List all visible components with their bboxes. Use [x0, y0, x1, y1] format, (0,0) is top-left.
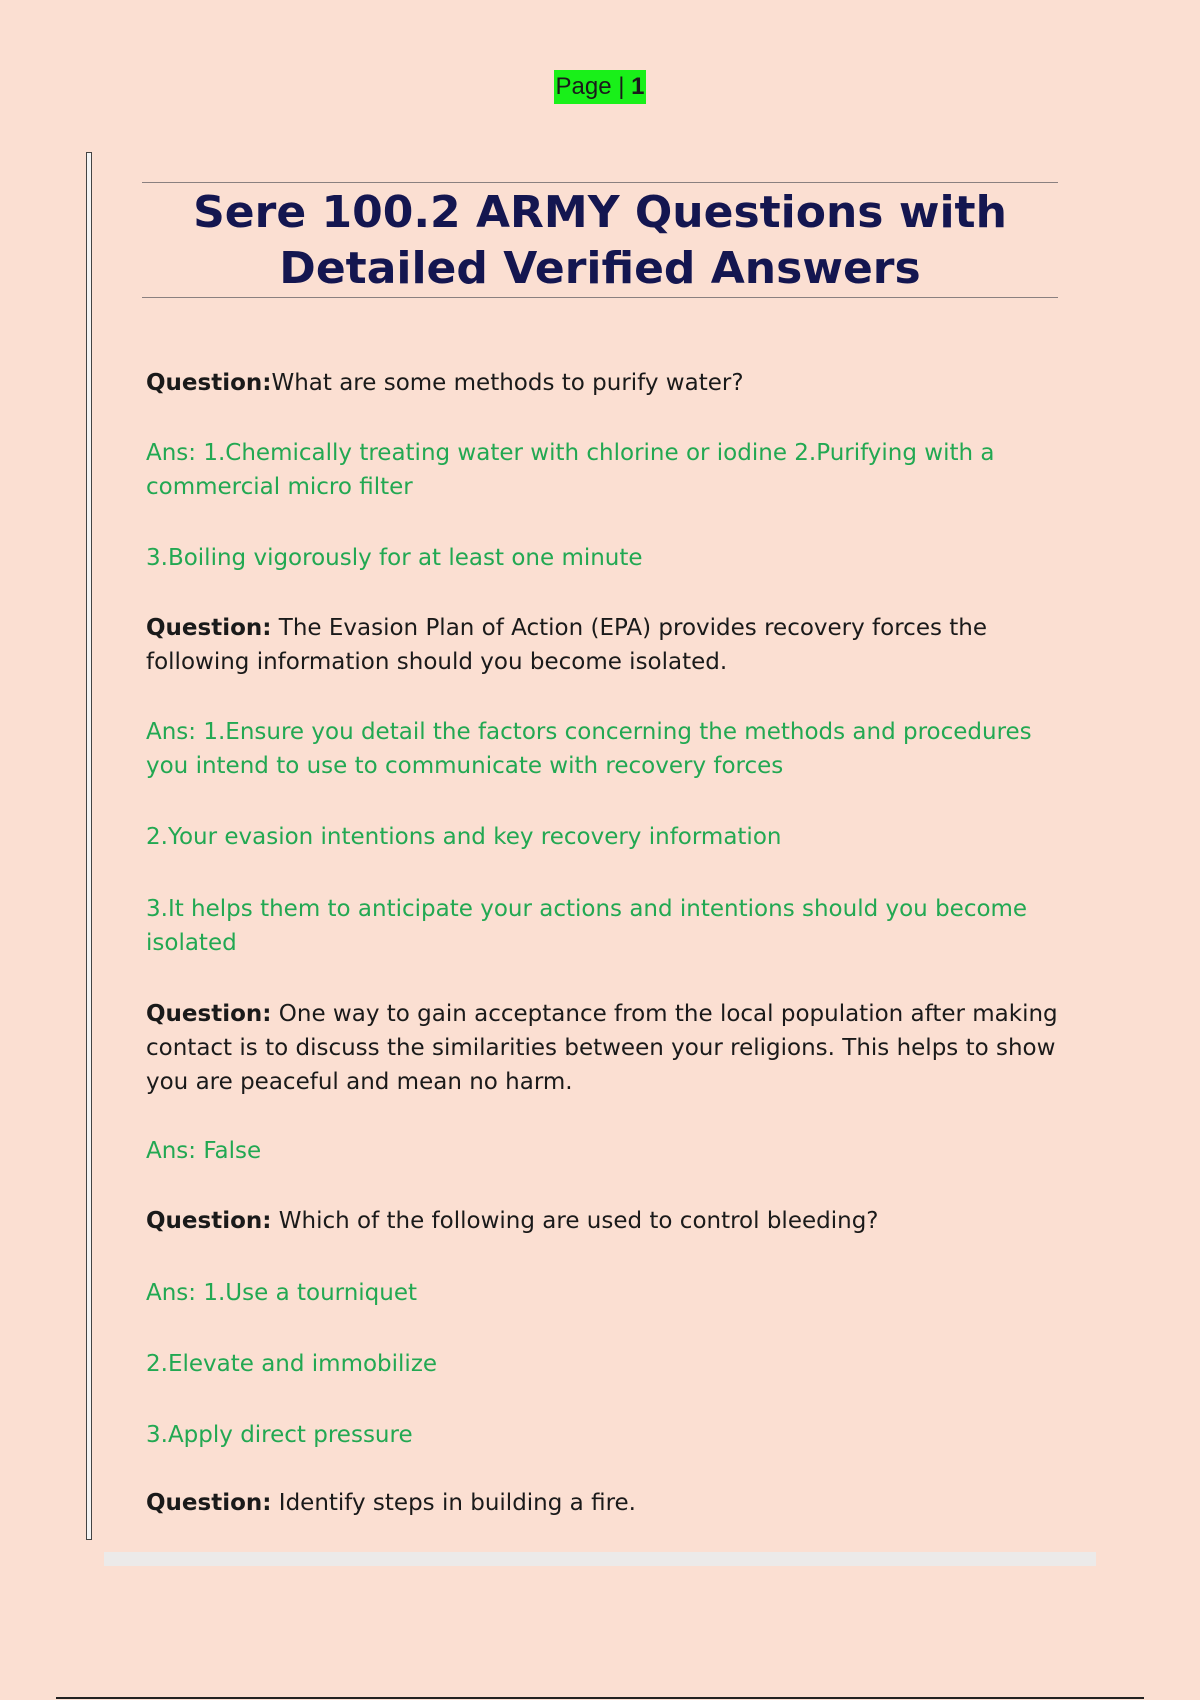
- left-margin-rule: [86, 152, 92, 1540]
- question-2: [146, 611, 1066, 679]
- document-title: [142, 183, 1058, 297]
- page-number: 1: [631, 73, 645, 100]
- question-label: Question:: [146, 615, 272, 641]
- page-bottom-line: [56, 1697, 1144, 1699]
- answer-2-part-2: 2.Your evasion intentions and key recovery information: [146, 824, 782, 850]
- page-header: [0, 70, 1200, 104]
- answer-2-part-3: 3.It helps them to anticipate your actions and intentions should you become isolated: [146, 896, 1028, 956]
- answer-4-part-3: 3.Apply direct pressure: [146, 1422, 413, 1448]
- question-text: What are some methods to purify water?: [271, 370, 744, 396]
- page-number-badge: [554, 70, 647, 104]
- page-bottom-band: [104, 1552, 1096, 1566]
- title-line-1: Sere 100.2 ARMY Questions with: [193, 187, 1007, 238]
- title-block: [142, 182, 1058, 298]
- answer-4-part-1: Ans: 1.Use a tourniquet: [146, 1280, 418, 1306]
- question-text: Which of the following are used to control bleeding?: [271, 1208, 879, 1234]
- question-label: Question:: [146, 1208, 272, 1234]
- question-1: [146, 366, 1066, 400]
- question-text: The Evasion Plan of Action (EPA) provides recovery forces the following information should you become isolated.: [146, 615, 988, 675]
- question-label: Question:: [146, 370, 272, 396]
- answer-1-part-2: 3.Boiling vigorously for at least one minute: [146, 545, 643, 571]
- question-4: [146, 1204, 1066, 1238]
- question-label: Question:: [146, 1001, 272, 1027]
- question-5: [146, 1486, 1066, 1520]
- question-text: One way to gain acceptance from the local population after making contact is to discuss the similarities between your religions. This helps to show you are peaceful and mean no harm.: [146, 1001, 1058, 1095]
- answer-4-part-2: 2.Elevate and immobilize: [146, 1351, 438, 1377]
- answer-2-part-1: Ans: 1.Ensure you detail the factors concerning the methods and procedures you intend to use to communicate with recovery forces: [146, 719, 1032, 779]
- answer-3: Ans: False: [146, 1138, 262, 1164]
- question-3: [146, 997, 1066, 1099]
- question-text: Identify steps in building a fire.: [271, 1490, 636, 1516]
- page-label: Page |: [555, 73, 632, 100]
- title-line-2: Detailed Verified Answers: [279, 243, 921, 294]
- answer-1-part-1: Ans: 1.Chemically treating water with chlorine or iodine 2.Purifying with a commercial micro filter: [146, 440, 995, 500]
- question-label: Question:: [146, 1490, 272, 1516]
